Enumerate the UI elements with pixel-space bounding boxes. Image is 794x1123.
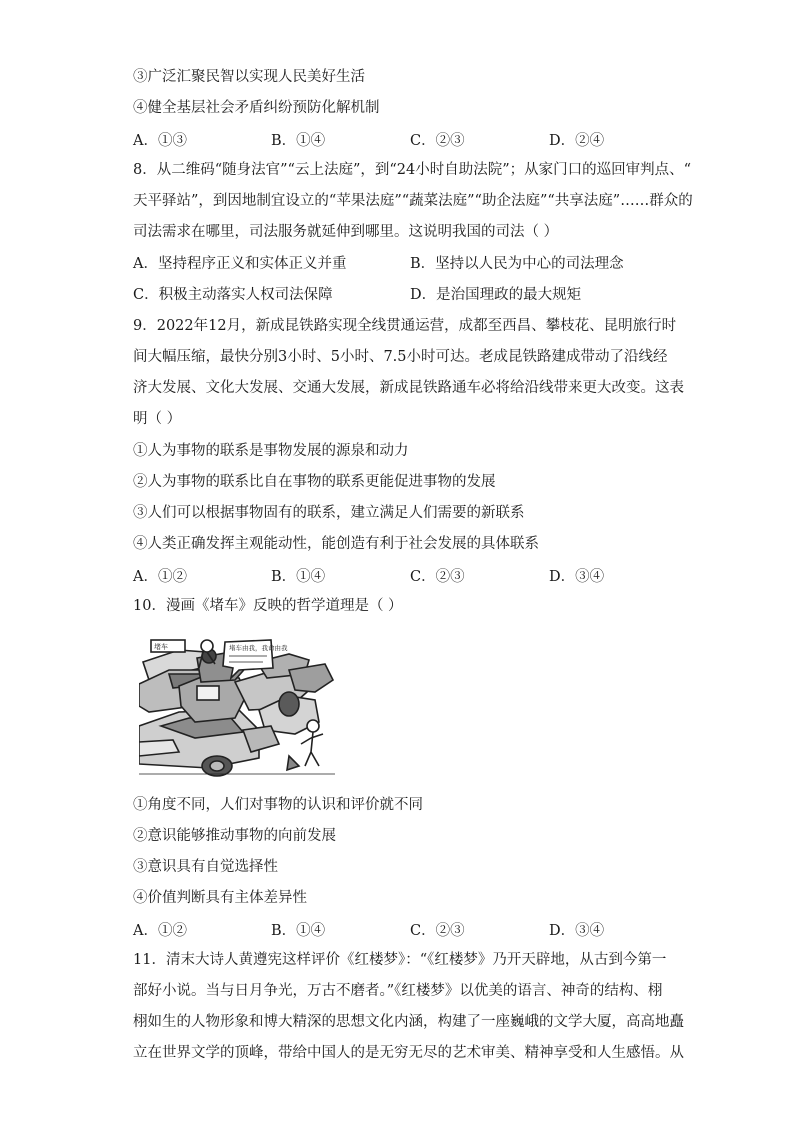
- q9-stem-line1: 9．2022年12月，新成昆铁路实现全线贯通运营，成都至西昌、攀枝花、昆明旅行时: [133, 318, 677, 334]
- choice-c: C．②③: [410, 569, 465, 585]
- choice-b: B．①④: [271, 569, 326, 585]
- q6-choices: [133, 129, 663, 149]
- q11-stem-line1: 11．清末大诗人黄遵宪这样评价《红楼梦》：“《红楼梦》乃开天辟地，从古到今第一: [133, 952, 667, 968]
- q10-choices: [133, 919, 663, 939]
- q6-option-4: ④健全基层社会矛盾纠纷预防化解机制: [133, 100, 380, 116]
- q9-option-1: ①人为事物的联系是事物发展的源泉和动力: [133, 443, 409, 459]
- svg-text:堵车: 堵车: [154, 643, 168, 651]
- cartoon-drawing: [139, 634, 335, 780]
- q9-stem-line2: 间大幅压缩，最快分别3小时、5小时、7.5小时可达。老成昆铁路建成带动了沿线经: [133, 349, 668, 365]
- q8-stem-line2: 天平驿站”，到因地制宜设立的“苹果法庭”“蔬菜法庭”“助企法庭”“共享法庭”……群众的: [133, 193, 693, 209]
- q9-option-4: ④人类正确发挥主观能动性，能创造有利于社会发展的具体联系: [133, 536, 539, 552]
- q9-option-2: ②人为事物的联系比自在事物的联系更能促进事物的发展: [133, 474, 496, 490]
- q11-stem-line2: 部好小说。当与日月争光，万古不磨者。”《红楼梦》以优美的语言、神奇的结构、栩: [133, 983, 663, 999]
- q8-option-c: C．积极主动落实人权司法保障: [133, 287, 333, 303]
- q10-option-1: ①角度不同，人们对事物的认识和评价就不同: [133, 797, 423, 813]
- choice-d: D．②④: [549, 133, 605, 149]
- q10-option-3: ③意识具有自觉选择性: [133, 859, 278, 875]
- q8-option-d: D．是治国理政的最大规矩: [410, 287, 582, 303]
- choice-c: C．②③: [410, 923, 465, 939]
- choice-d: D．③④: [549, 923, 605, 939]
- q10-option-2: ②意识能够推动事物的向前发展: [133, 828, 336, 844]
- q9-stem-line4: 明（ ）: [133, 411, 182, 427]
- choice-a: A．①②: [133, 569, 187, 585]
- q9-stem-line3: 济大发展、文化大发展、交通大发展，新成昆铁路通车必将给沿线带来更大改变。这表: [133, 380, 684, 396]
- traffic-jam-cartoon: [139, 634, 335, 780]
- q11-stem-line4: 立在世界文学的顶峰，带给中国人的是无穷无尽的艺术审美、精神享受和人生感悟。从: [133, 1045, 684, 1061]
- choice-a: A．①③: [133, 133, 187, 149]
- choice-b: B．①④: [271, 133, 326, 149]
- q8-stem-line3: 司法需求在哪里，司法服务就延伸到哪里。这说明我国的司法（ ）: [133, 224, 559, 240]
- q11-stem-line3: 栩如生的人物形象和博大精深的思想文化内涵，构建了一座巍峨的文学大厦，高高地矗: [133, 1014, 684, 1030]
- choice-d: D．③④: [549, 569, 605, 585]
- choice-b: B．①④: [271, 923, 326, 939]
- q9-option-3: ③人们可以根据事物固有的联系，建立满足人们需要的新联系: [133, 505, 525, 521]
- q8-stem-line1: 8．从二维码“随身法官”“云上法庭”，到“24小时自助法院”；从家门口的巡回审判点、“: [133, 162, 692, 178]
- q10-option-4: ④价值判断具有主体差异性: [133, 890, 307, 906]
- q6-option-3: ③广泛汇聚民智以实现人民美好生活: [133, 69, 365, 85]
- cartoon-speech-text: 堵车由我，我命由我: [229, 644, 288, 652]
- q10-stem: 10．漫画《堵车》反映的哲学道理是（ ）: [133, 598, 403, 614]
- choice-a: A．①②: [133, 923, 187, 939]
- q8-option-b: B．坚持以人民为中心的司法理念: [410, 256, 624, 272]
- q8-option-a: A．坚持程序正义和实体正义并重: [133, 256, 347, 272]
- choice-c: C．②③: [410, 133, 465, 149]
- q9-choices: [133, 565, 663, 585]
